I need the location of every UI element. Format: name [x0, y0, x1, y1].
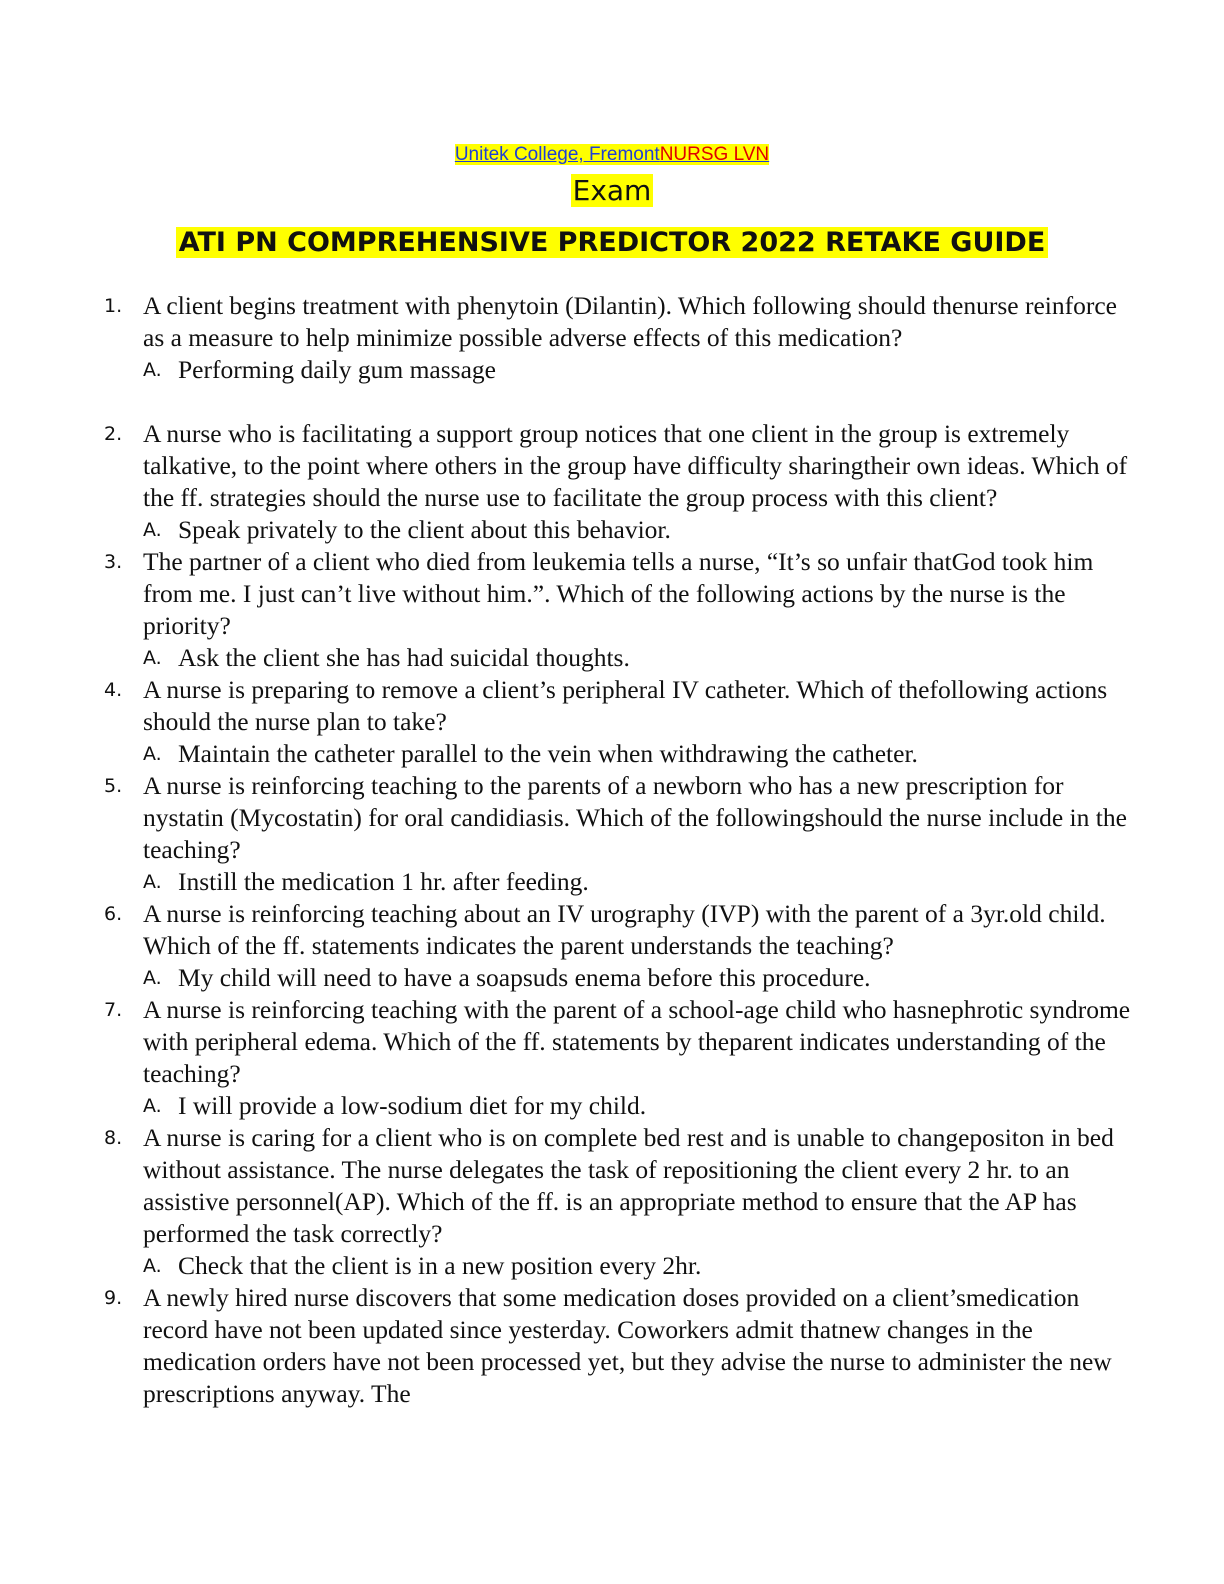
answer-label: A. — [143, 1095, 162, 1117]
answer-text: My child will need to have a soapsuds enema before this procedure. — [178, 963, 871, 992]
answer-item — [143, 738, 1144, 770]
question-number: 8. — [104, 1127, 123, 1149]
question-text: A nurse is caring for a client who is on complete bed rest and is unable to changepositon in bed without assistance. The nurse delegates the task of repositioning the client every 2 hr. to an assistive personnel(AP). Which of the ff. is an appropriate method to ensure that the AP has performed the task correctly? — [143, 1123, 1114, 1248]
answer-item — [143, 1090, 1144, 1122]
question-text: A nurse is reinforcing teaching about an IV urography (IVP) with the parent of a 3yr.old child. Which of the ff. statements indicates the parent understands the teaching? — [143, 899, 1106, 960]
header-school-line — [0, 143, 1224, 167]
question-item — [0, 1282, 1224, 1410]
question-text: A newly hired nurse discovers that some medication doses provided on a client’smedication record have not been updated since yesterday. Coworkers admit thatnew changes in the medication orders have not been processed yet, but they advise the nurse to administer the new prescriptions anyway. The — [143, 1283, 1112, 1408]
answer-text: Ask the client she has had suicidal thoughts. — [178, 643, 630, 672]
question-list — [0, 290, 1224, 1410]
answer-label: A. — [143, 871, 162, 893]
question-number: 9. — [104, 1287, 123, 1309]
exam-text: Exam — [572, 174, 652, 207]
answer-label: A. — [143, 1255, 162, 1277]
answer-text: Check that the client is in a new position every 2hr. — [178, 1251, 702, 1280]
question-text: The partner of a client who died from leukemia tells a nurse, “It’s so unfair thatGod took him from me. I just can’t live without him.”. Which of the following actions by the nurse is the priority? — [143, 547, 1094, 640]
question-text: A nurse is reinforcing teaching with the parent of a school-age child who hasnephrotic syndrome with peripheral edema. Which of the ff. statements by theparent indicates understanding of the teaching? — [143, 995, 1131, 1088]
question-item — [0, 770, 1224, 898]
program-label: NURSG LVN — [659, 144, 770, 165]
answer-item — [143, 354, 1144, 386]
answer-item — [143, 514, 1144, 546]
answer-text: I will provide a low-sodium diet for my child. — [178, 1091, 647, 1120]
answer-label: A. — [143, 647, 162, 669]
question-number: 2. — [104, 423, 123, 445]
document-title-text: ATI PN COMPREHENSIVE PREDICTOR 2022 RETAKE GUIDE — [176, 227, 1049, 258]
answer-item — [143, 642, 1144, 674]
answer-label: A. — [143, 743, 162, 765]
answer-text: Performing daily gum massage — [178, 355, 496, 384]
exam-label — [0, 173, 1224, 209]
answer-text: Instill the medication 1 hr. after feeding. — [178, 867, 589, 896]
answer-label: A. — [143, 359, 162, 381]
question-number: 3. — [104, 551, 123, 573]
question-item — [0, 546, 1224, 674]
question-text: A nurse is preparing to remove a client’s peripheral IV catheter. Which of thefollowing actions should the nurse plan to take? — [143, 675, 1108, 736]
question-item — [0, 290, 1224, 418]
question-item — [0, 418, 1224, 546]
question-number: 7. — [104, 999, 123, 1021]
answer-item — [143, 962, 1144, 994]
question-item — [0, 898, 1224, 994]
question-item — [0, 674, 1224, 770]
question-item — [0, 994, 1224, 1122]
question-text: A nurse is reinforcing teaching to the parents of a newborn who has a new prescription for nystatin (Mycostatin) for oral candidiasis. Which of the followingshould the nurse include in the teaching? — [143, 771, 1127, 864]
question-number: 6. — [104, 903, 123, 925]
question-text: A nurse who is facilitating a support group notices that one client in the group is extremely talkative, to the point where others in the group have difficulty sharingtheir own ideas. Which of the ff. strategies should the nurse use to facilitate the group process with this client? — [143, 419, 1128, 512]
answer-label: A. — [143, 967, 162, 989]
document-title — [0, 224, 1224, 262]
question-number: 4. — [104, 679, 123, 701]
question-number: 1. — [104, 295, 123, 317]
answer-label: A. — [143, 519, 162, 541]
answer-text: Speak privately to the client about this behavior. — [178, 515, 671, 544]
question-number: 5. — [104, 775, 123, 797]
question-text: A client begins treatment with phenytoin (Dilantin). Which following should thenurse reinforce as a measure to help minimize possible adverse effects of this medication? — [143, 291, 1117, 352]
answer-text: Maintain the catheter parallel to the vein when withdrawing the catheter. — [178, 739, 918, 768]
spacer — [143, 386, 1144, 418]
answer-item — [143, 1250, 1144, 1282]
answer-item — [143, 866, 1144, 898]
school-link[interactable]: Unitek College, Fremont — [454, 144, 660, 165]
question-item — [0, 1122, 1224, 1282]
